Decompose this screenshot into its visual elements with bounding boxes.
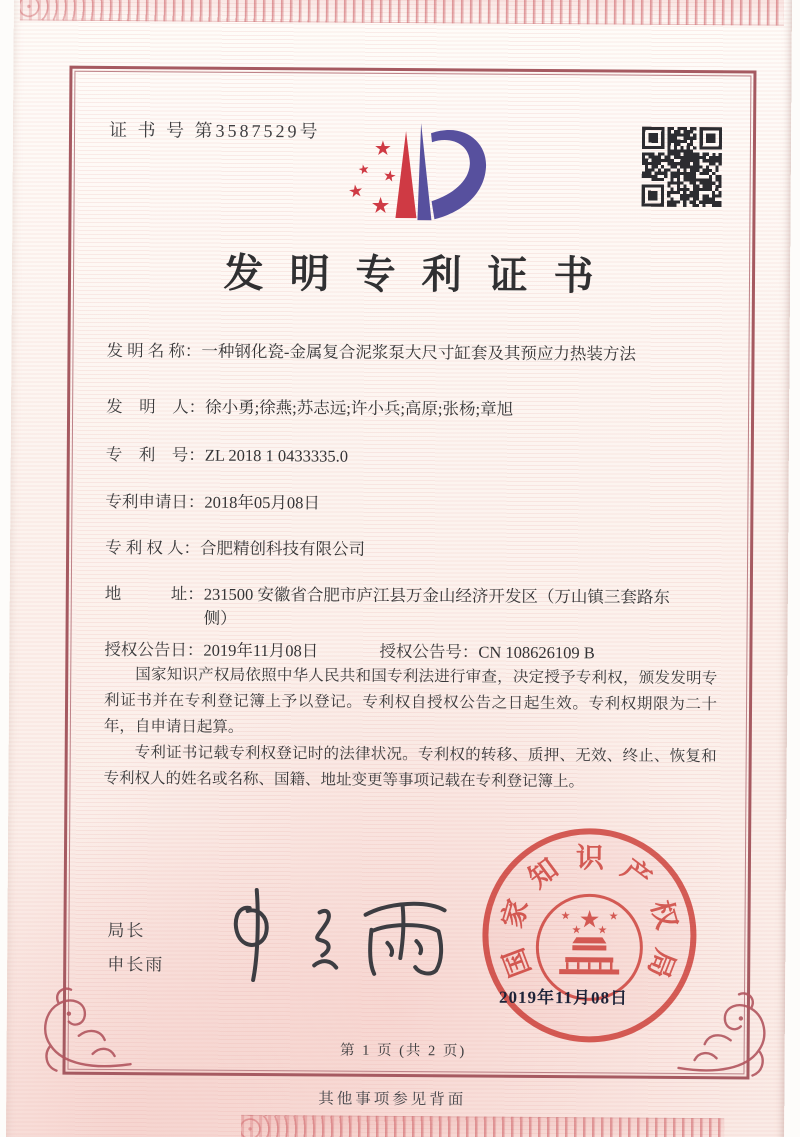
svg-text:★: ★: [608, 910, 619, 923]
field-label: 发 明 名 称：: [106, 340, 202, 361]
field-grant-number: [379, 640, 595, 665]
certificate-number: 证 书 号 第3587529号: [108, 119, 321, 142]
field-invention-name: [106, 339, 717, 367]
field-label: 发 明 人：: [106, 396, 206, 417]
svg-text:★: ★: [370, 192, 391, 218]
lace-border-top: [20, 0, 784, 26]
svg-text:★: ★: [560, 910, 571, 923]
field-patent-number: [106, 443, 717, 471]
field-value: CN 108626109 B: [478, 642, 595, 663]
field-value: 合肥精创科技有限公司: [199, 538, 366, 559]
corner-flourish-icon: [34, 983, 135, 1084]
svg-text:★: ★: [347, 180, 365, 202]
field-label: 专 利 权 人：: [105, 537, 201, 558]
signer-name: 申长雨: [107, 954, 165, 975]
signer-block: [107, 914, 164, 982]
field-label: 地 址：: [104, 583, 204, 604]
field-label: 授权公告日：: [104, 639, 204, 660]
field-address: [105, 582, 716, 634]
official-seal: [477, 823, 703, 1049]
corner-flourish-icon: [674, 988, 775, 1089]
qr-code: [642, 127, 723, 208]
svg-text:★: ★: [381, 167, 398, 187]
seal-char: 权: [644, 897, 682, 933]
field-label: 授权公告号：: [379, 641, 479, 662]
page-number: 第 1 页 (共 2 页): [339, 1042, 467, 1060]
legal-paragraph-1: 国家知识产权局依照中华人民共和国专利法进行审查，决定授予专利权，颁发发明专利证书并在专利登记簿上予以登记。专利权自授权公告之日起生效。专利权期限为二十年，自申请日起算。: [103, 666, 718, 736]
seal-char: 识: [575, 843, 605, 875]
svg-text:★: ★: [356, 160, 372, 178]
back-note: 其他事项参见背面: [318, 1090, 467, 1109]
field-value: 2018年05月08日: [204, 492, 321, 513]
field-value: 徐小勇;徐燕;苏志远;许小兵;高原;张杨;章旭: [205, 397, 514, 419]
svg-text:★: ★: [578, 907, 601, 934]
field-value: 2019年11月08日: [203, 640, 319, 661]
field-filing-date: [105, 490, 716, 518]
field-value: 一种钢化瓷-金属复合泥浆泵大尺寸缸套及其预应力热装方法: [201, 341, 636, 364]
cnipa-logo-icon: [342, 119, 495, 228]
svg-text:★: ★: [571, 924, 582, 937]
svg-text:★: ★: [597, 924, 608, 937]
field-label: 专利申请日：: [105, 491, 205, 512]
lace-border-bottom: [241, 1115, 724, 1137]
legal-text: [103, 662, 717, 796]
field-patentee: [105, 536, 716, 564]
signer-title: 局长: [107, 920, 146, 941]
certificate-paper: [6, 0, 792, 1137]
seal-char: 国: [498, 943, 538, 981]
barcode: [103, 854, 313, 882]
seal-char: 家: [497, 895, 535, 932]
field-inventors: [106, 395, 717, 423]
seal-char: 产: [615, 853, 657, 896]
field-value: ZL 2018 1 0433335.0: [204, 445, 349, 466]
certificate-title: 发明专利证书: [223, 250, 620, 299]
seal-char: 局: [641, 944, 681, 982]
legal-paragraph-2: 专利证书记载专利权登记时的法律状况。专利权的转移、质押、无效、终止、恢复和专利权人的姓名或名称、国籍、地址变更等事项记载在专利登记簿上。: [103, 744, 717, 791]
seal-date: 2019年11月08日: [498, 987, 629, 1008]
seal-char: 知: [523, 853, 565, 895]
signature-script: [219, 883, 460, 987]
field-label: 专 利 号：: [105, 444, 205, 465]
svg-text:★: ★: [373, 137, 392, 160]
field-value: 231500 安徽省合肥市庐江县万金山经济开发区（万山镇三套路东侧）: [203, 584, 670, 628]
